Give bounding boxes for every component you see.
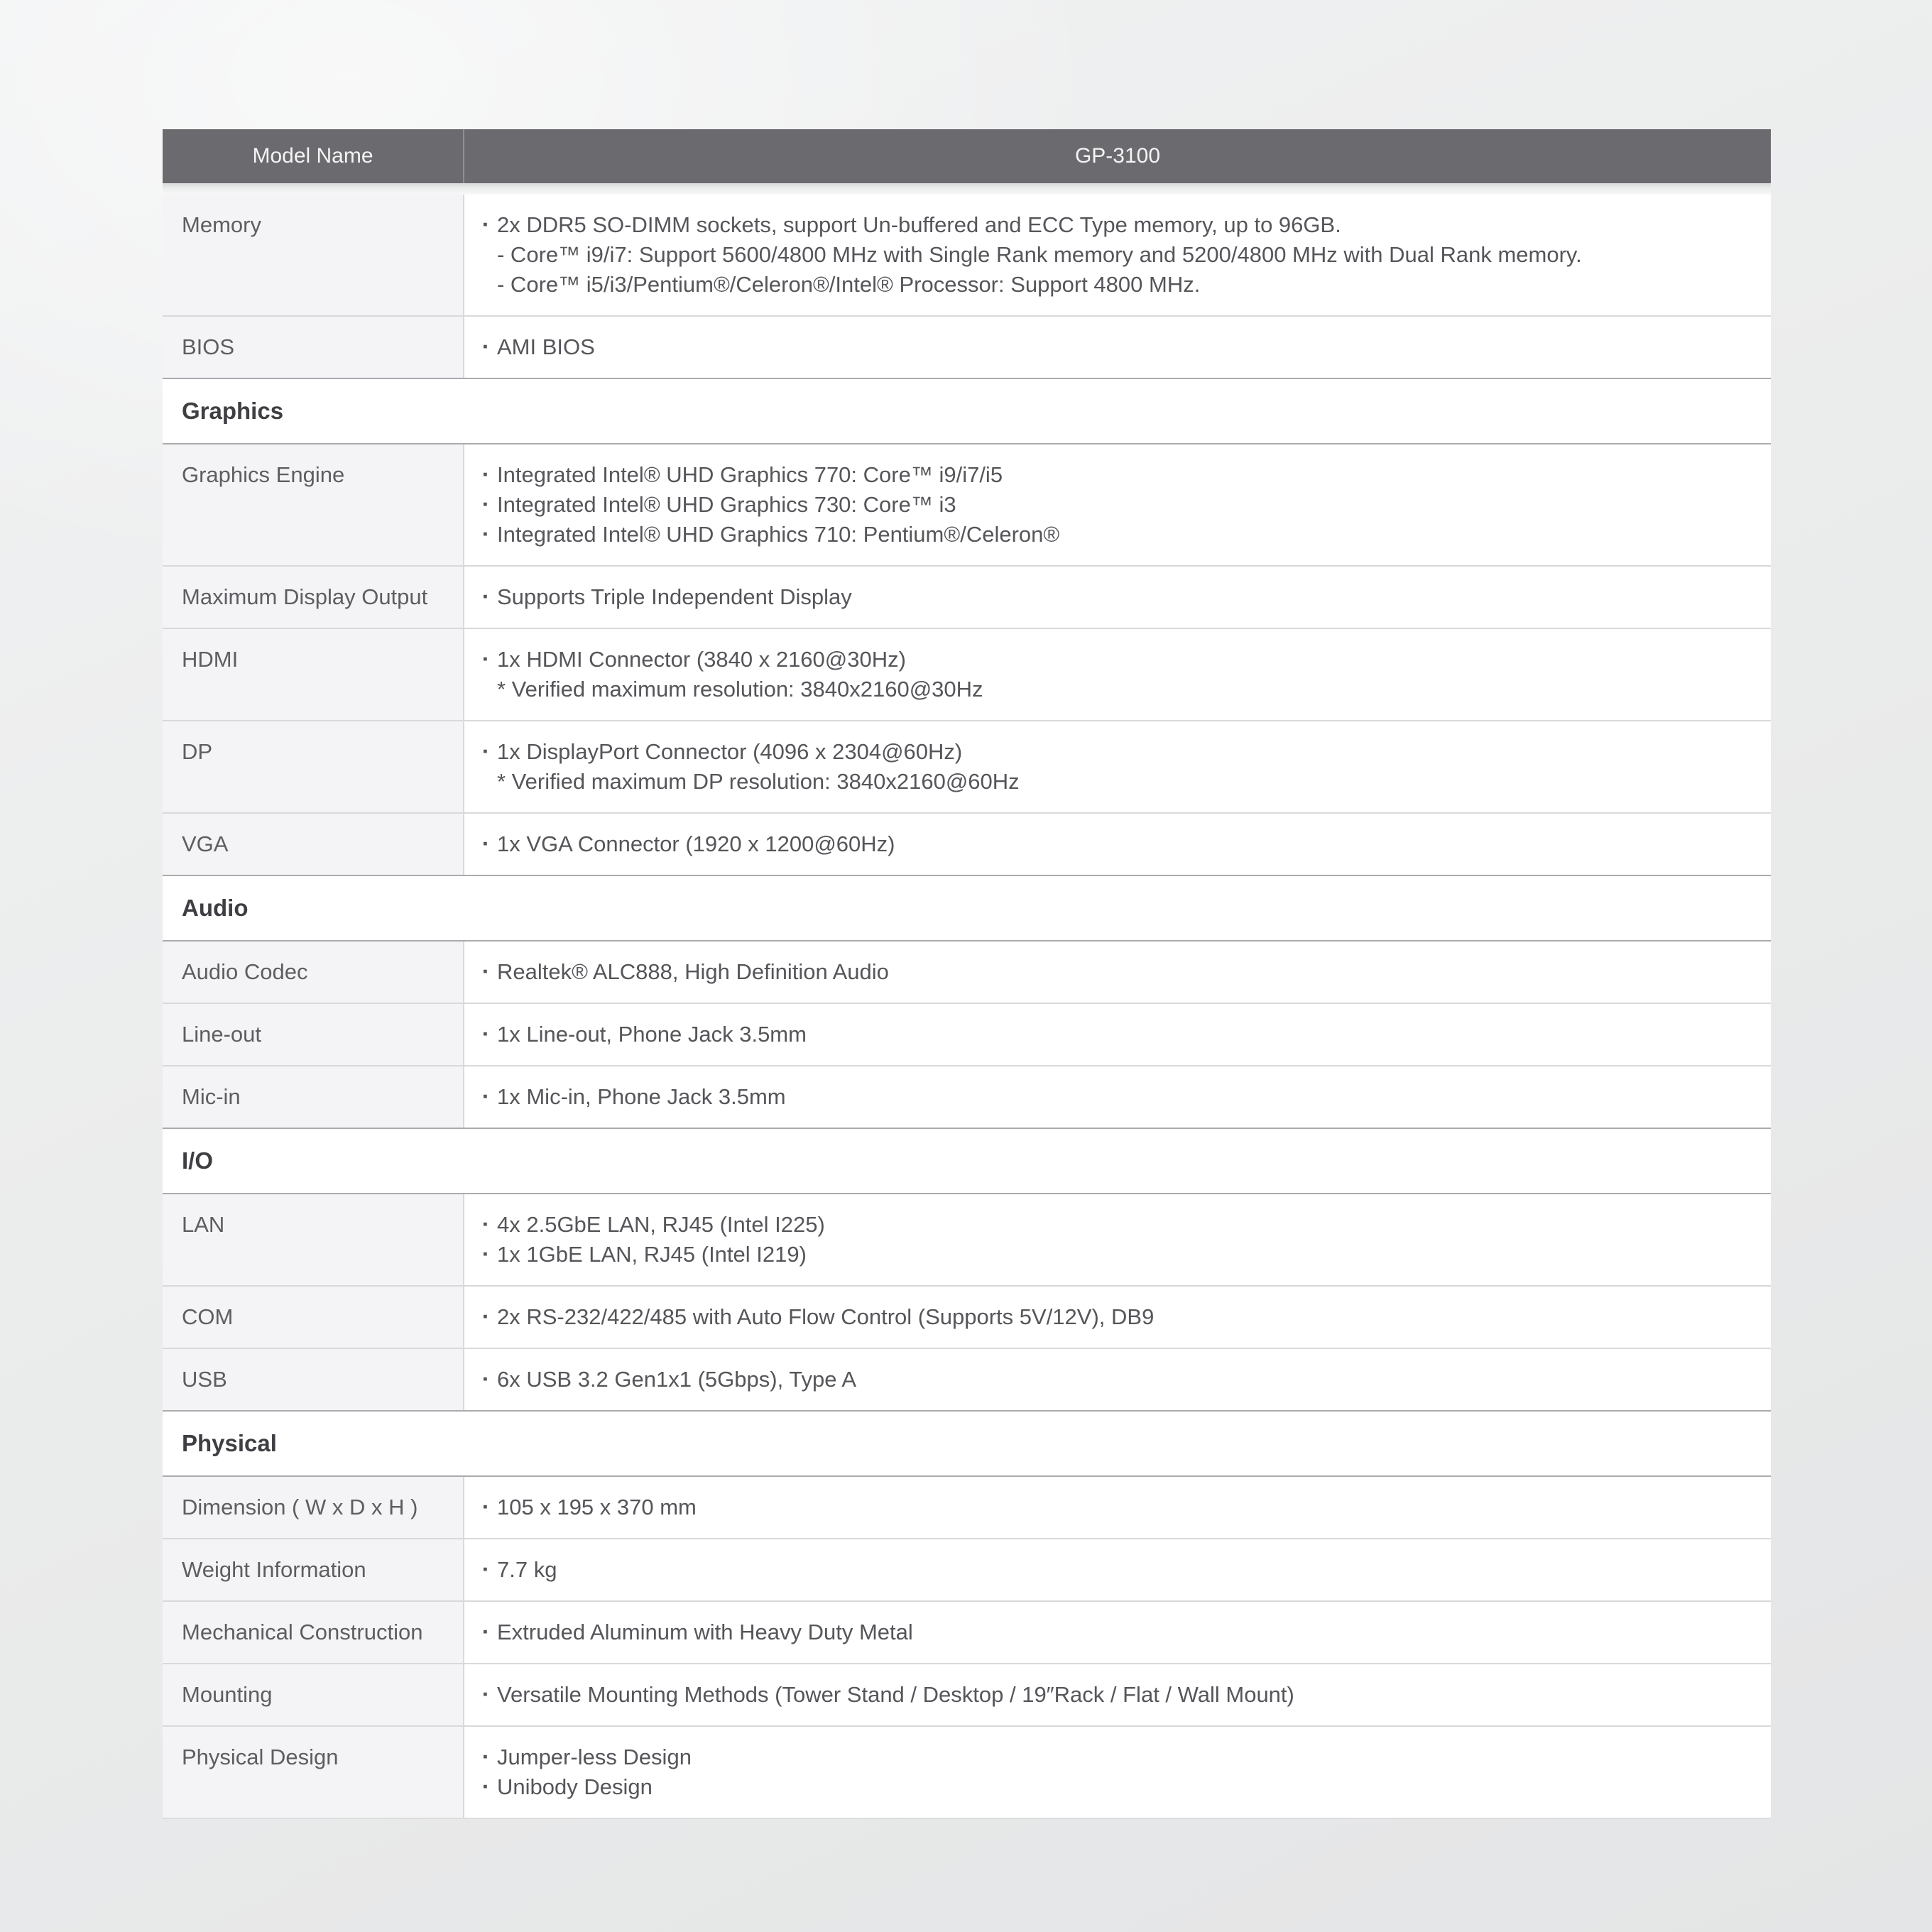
row-label: LAN	[163, 1194, 464, 1285]
spec-line-text: Realtek® ALC888, High Definition Audio	[497, 959, 889, 984]
spec-line-text: 2x RS-232/422/485 with Auto Flow Control (Supports 5V/12V), DB9	[497, 1304, 1155, 1329]
spec-line	[464, 270, 1750, 300]
row-value	[464, 1539, 1771, 1600]
spec-line-text: Unibody Design	[497, 1774, 653, 1799]
spec-line	[464, 1302, 1750, 1332]
row-label: DP	[163, 721, 464, 812]
spec-line	[464, 1210, 1750, 1240]
spec-line-text: AMI BIOS	[497, 334, 595, 359]
spec-line-text: Integrated Intel® UHD Graphics 710: Pentium®/Celeron®	[497, 522, 1060, 547]
spec-line-text: * Verified maximum resolution: 3840x2160@30Hz	[497, 677, 983, 702]
spec-line	[464, 1617, 1750, 1647]
row-value	[464, 1194, 1771, 1285]
section-header-physical: Physical	[163, 1410, 1771, 1475]
row-label: Dimension ( W x D x H )	[163, 1477, 464, 1538]
table-row	[163, 1725, 1771, 1818]
table-row	[163, 628, 1771, 720]
bullet-icon: ▪	[483, 527, 488, 542]
bullet-icon: ▪	[483, 652, 488, 667]
model-value-header-cell	[464, 129, 1771, 183]
bullet-icon: ▪	[483, 1372, 488, 1387]
spec-line	[464, 767, 1750, 797]
table-row	[163, 940, 1771, 1003]
spec-line-text: 6x USB 3.2 Gen1x1 (5Gbps), Type A	[497, 1367, 857, 1392]
spec-line	[464, 829, 1750, 859]
spec-line	[464, 1772, 1750, 1802]
row-label: Mechanical Construction	[163, 1602, 464, 1663]
spec-line-text: 7.7 kg	[497, 1557, 557, 1582]
spec-line-text: Jumper-less Design	[497, 1745, 692, 1769]
spec-line-text: 1x DisplayPort Connector (4096 x 2304@60Hz)	[497, 739, 963, 764]
table-row	[163, 195, 1771, 315]
spec-line	[464, 210, 1750, 240]
row-value	[464, 942, 1771, 1003]
table-row	[163, 720, 1771, 812]
row-label: COM	[163, 1287, 464, 1348]
row-value	[464, 629, 1771, 720]
model-value-header-label: GP-3100	[1074, 144, 1161, 168]
table-row	[163, 1285, 1771, 1348]
section-header-audio: Audio	[163, 875, 1771, 940]
bullet-icon: ▪	[483, 467, 488, 482]
table-row	[163, 315, 1771, 378]
table-row	[163, 443, 1771, 565]
spec-line-text: 1x Line-out, Phone Jack 3.5mm	[497, 1022, 807, 1047]
table-row	[163, 1065, 1771, 1128]
row-label: VGA	[163, 814, 464, 875]
bullet-icon: ▪	[483, 589, 488, 604]
section-header-i-o: I/O	[163, 1128, 1771, 1193]
row-label: Memory	[163, 195, 464, 315]
spec-line	[464, 520, 1750, 550]
spec-line	[464, 1020, 1750, 1049]
table-row	[163, 1600, 1771, 1663]
spec-line-text: 1x 1GbE LAN, RJ45 (Intel I219)	[497, 1242, 807, 1267]
bullet-icon: ▪	[483, 1562, 488, 1577]
spec-line	[464, 737, 1750, 767]
row-label: Audio Codec	[163, 942, 464, 1003]
spec-line	[464, 1365, 1750, 1395]
table-row	[163, 1348, 1771, 1410]
bullet-icon: ▪	[483, 836, 488, 851]
bullet-icon: ▪	[483, 217, 488, 232]
spec-line	[464, 1240, 1750, 1270]
spec-line	[464, 582, 1750, 612]
spec-line-text: Integrated Intel® UHD Graphics 770: Core™ i9/i7/i5	[497, 462, 1003, 487]
row-value	[464, 1004, 1771, 1065]
spec-line	[464, 490, 1750, 520]
row-value	[464, 1066, 1771, 1128]
spec-line	[464, 240, 1750, 270]
row-value	[464, 317, 1771, 378]
table-row	[163, 1475, 1771, 1538]
model-name-header-cell	[163, 129, 464, 183]
spec-line-text: 2x DDR5 SO-DIMM sockets, support Un-buffered and ECC Type memory, up to 96GB.	[497, 212, 1341, 237]
bullet-icon: ▪	[483, 1089, 488, 1104]
bullet-icon: ▪	[483, 1779, 488, 1794]
spec-line-text: 1x Mic-in, Phone Jack 3.5mm	[497, 1084, 786, 1109]
spec-line-text: Extruded Aluminum with Heavy Duty Metal	[497, 1620, 913, 1644]
bullet-icon: ▪	[483, 744, 488, 759]
bullet-icon: ▪	[483, 339, 488, 354]
row-label: Weight Information	[163, 1539, 464, 1600]
row-label: Line-out	[163, 1004, 464, 1065]
spec-line	[464, 1082, 1750, 1112]
row-value	[464, 195, 1771, 315]
spec-line-text: 4x 2.5GbE LAN, RJ45 (Intel I225)	[497, 1212, 825, 1237]
bullet-icon: ▪	[483, 1247, 488, 1262]
bullet-icon: ▪	[483, 1217, 488, 1232]
spec-line	[464, 1680, 1750, 1710]
spec-line-text: 1x VGA Connector (1920 x 1200@60Hz)	[497, 831, 895, 856]
table-row	[163, 812, 1771, 875]
bullet-icon: ▪	[483, 1500, 488, 1515]
row-value	[464, 1602, 1771, 1663]
bullet-icon: ▪	[483, 1687, 488, 1702]
row-value	[464, 444, 1771, 565]
spec-line	[464, 1555, 1750, 1585]
row-value	[464, 1287, 1771, 1348]
row-value	[464, 1727, 1771, 1818]
spec-line-text: - Core™ i5/i3/Pentium®/Celeron®/Intel® Processor: Support 4800 MHz.	[497, 272, 1201, 297]
spec-table-header	[163, 129, 1771, 183]
row-value	[464, 567, 1771, 628]
row-value	[464, 1477, 1771, 1538]
section-header-graphics: Graphics	[163, 378, 1771, 443]
spec-line-text: 105 x 195 x 370 mm	[497, 1495, 697, 1519]
bullet-icon: ▪	[483, 1027, 488, 1042]
spec-line-text: - Core™ i9/i7: Support 5600/4800 MHz with Single Rank memory and 5200/4800 MHz with Dual Rank memory.	[497, 242, 1582, 267]
table-row	[163, 1003, 1771, 1065]
table-row	[163, 1538, 1771, 1600]
spec-line	[464, 332, 1750, 362]
bullet-icon: ▪	[483, 1309, 488, 1324]
row-value	[464, 1664, 1771, 1725]
bullet-icon: ▪	[483, 497, 488, 512]
row-label: Graphics Engine	[163, 444, 464, 565]
row-label: Physical Design	[163, 1727, 464, 1818]
row-label: Mic-in	[163, 1066, 464, 1128]
spec-line	[464, 1742, 1750, 1772]
bullet-icon: ▪	[483, 964, 488, 979]
spec-line-text: 1x HDMI Connector (3840 x 2160@30Hz)	[497, 647, 906, 672]
spec-line	[464, 1492, 1750, 1522]
table-row	[163, 1193, 1771, 1285]
table-row	[163, 565, 1771, 628]
row-value	[464, 1349, 1771, 1410]
spec-line	[464, 957, 1750, 987]
bullet-icon: ▪	[483, 1750, 488, 1764]
row-label: Mounting	[163, 1664, 464, 1725]
row-value	[464, 814, 1771, 875]
spec-line	[464, 675, 1750, 704]
spec-line-text: * Verified maximum DP resolution: 3840x2160@60Hz	[497, 769, 1020, 794]
header-shadow-gap	[163, 183, 1771, 195]
bullet-icon: ▪	[483, 1625, 488, 1639]
row-label: HDMI	[163, 629, 464, 720]
spec-table	[163, 129, 1771, 1819]
row-value	[464, 721, 1771, 812]
spec-line	[464, 645, 1750, 675]
spec-table-body	[163, 195, 1771, 1819]
spec-line	[464, 460, 1750, 490]
spec-line-text: Versatile Mounting Methods (Tower Stand / Desktop / 19″Rack / Flat / Wall Mount)	[497, 1682, 1294, 1707]
row-label: USB	[163, 1349, 464, 1410]
row-label: BIOS	[163, 317, 464, 378]
row-label: Maximum Display Output	[163, 567, 464, 628]
spec-line-text: Supports Triple Independent Display	[497, 584, 852, 609]
table-row	[163, 1663, 1771, 1725]
model-name-header-label: Model Name	[252, 144, 373, 168]
spec-line-text: Integrated Intel® UHD Graphics 730: Core™ i3	[497, 492, 956, 517]
